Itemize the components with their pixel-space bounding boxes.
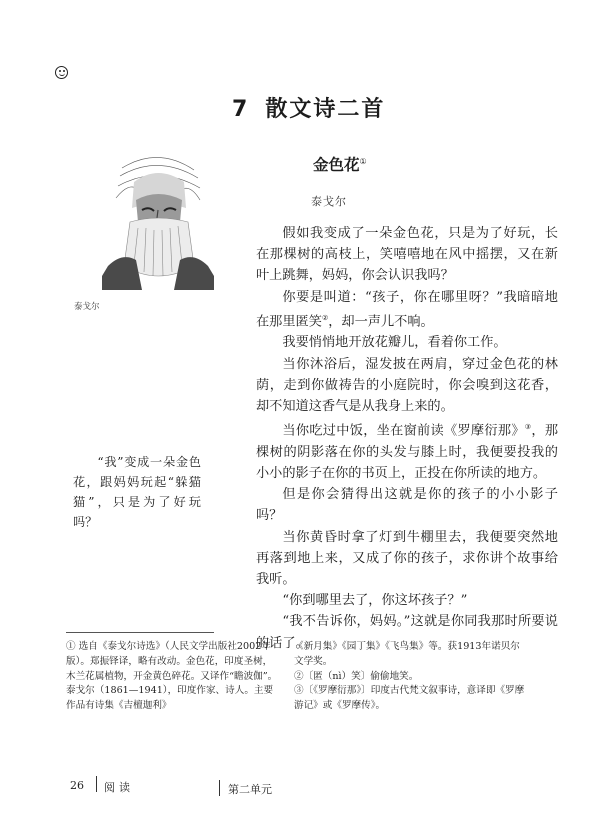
author-portrait [102,148,214,290]
paragraph: “我不告诉你，妈妈。”这就是你同我那时所要说的话了。 [256,614,558,651]
paragraph: 当你黄昏时拿了灯到牛棚里去，我便要突然地再落到地上来，又成了你的孩子，求你讲个故事给我听。 [256,529,558,588]
footnote-1: ① 选自《泰戈尔诗选》（人民文学出版社2002年版）。郑振铎译，略有改动。金色花，印度圣树，木兰花属植物，开金黄色碎花。又译作“瞻波伽”。泰戈尔（1861—1941），印度作家、诗人。主要作品有诗集《吉檀迦利》 [66,641,278,712]
unit-label: 第二单元 [228,783,272,796]
paragraph: 你要是叫道：“孩子，你在哪里呀？”我暗暗地在那里匿笑②，却一声儿不响。 [256,289,558,330]
poem-title-text: 金色花 [313,155,360,174]
chapter-number: 7 [232,97,250,122]
chapter-title [232,92,385,123]
folio-divider [219,780,220,796]
margin-note-text: “我”变成一朵金色花，跟妈妈玩起“躲猫猫”，只是为了好玩吗？ [73,455,201,529]
paragraph: 当你吃过中饭，坐在窗前读《罗摩衍那》③，那棵树的阴影落在你的头发与膝上时，我便要投我的小小的影子在你的书页上，正投在你所读的地方。 [256,423,559,482]
footnote-3: ③〔《罗摩衍那》〕印度古代梵文叙事诗，意译即《罗摩游记》或《罗摩传》。 [294,685,525,712]
footnote-1-continued: 《新月集》《园丁集》《飞鸟集》等。获1913年诺贝尔文学奖。 [294,641,520,667]
paragraph: 我要悄悄地开放花瓣儿，看着你工作。 [282,335,507,351]
footnote-divider [66,632,214,633]
poem-body [256,223,558,654]
footnote-ref-2[interactable]: ② [321,313,329,322]
paragraph: “你到哪里去了，你这坏孩子？” [282,593,468,609]
footnote-2: ②〔匿（nì）笑〕偷偷地笑。 [294,670,419,682]
footnote-ref-1[interactable]: ① [359,156,367,166]
footnote-ref-3[interactable]: ③ [524,423,532,432]
chapter-title-text: 散文诗二首 [265,97,386,122]
footnotes-right [294,640,526,714]
portrait-caption: 泰戈尔 [74,302,100,312]
paragraph: 假如我变成了一朵金色花，只是为了好玩，长在那棵树的高枝上，笑嘻嘻地在风中摇摆，又在新叶上跳舞，妈妈，你会认识我吗？ [256,226,558,284]
paragraph: 但是你会猜得出这就是你的孩子的小小影子吗？ [256,487,558,524]
paragraph: 当你沐浴后，湿发披在两肩，穿过金色花的林荫，走到你做祷告的小庭院时，你会嗅到这花香，却不知道这香气是从我身上来的。 [256,356,558,415]
margin-note [73,452,201,532]
footnotes-left [66,640,278,714]
poem-title [313,153,367,175]
section-label: 阅读 [104,781,134,794]
poem-author: 泰戈尔 [311,195,347,208]
smiley-icon [55,66,68,79]
folio-divider [96,776,97,792]
page-number: 26 [70,779,84,792]
